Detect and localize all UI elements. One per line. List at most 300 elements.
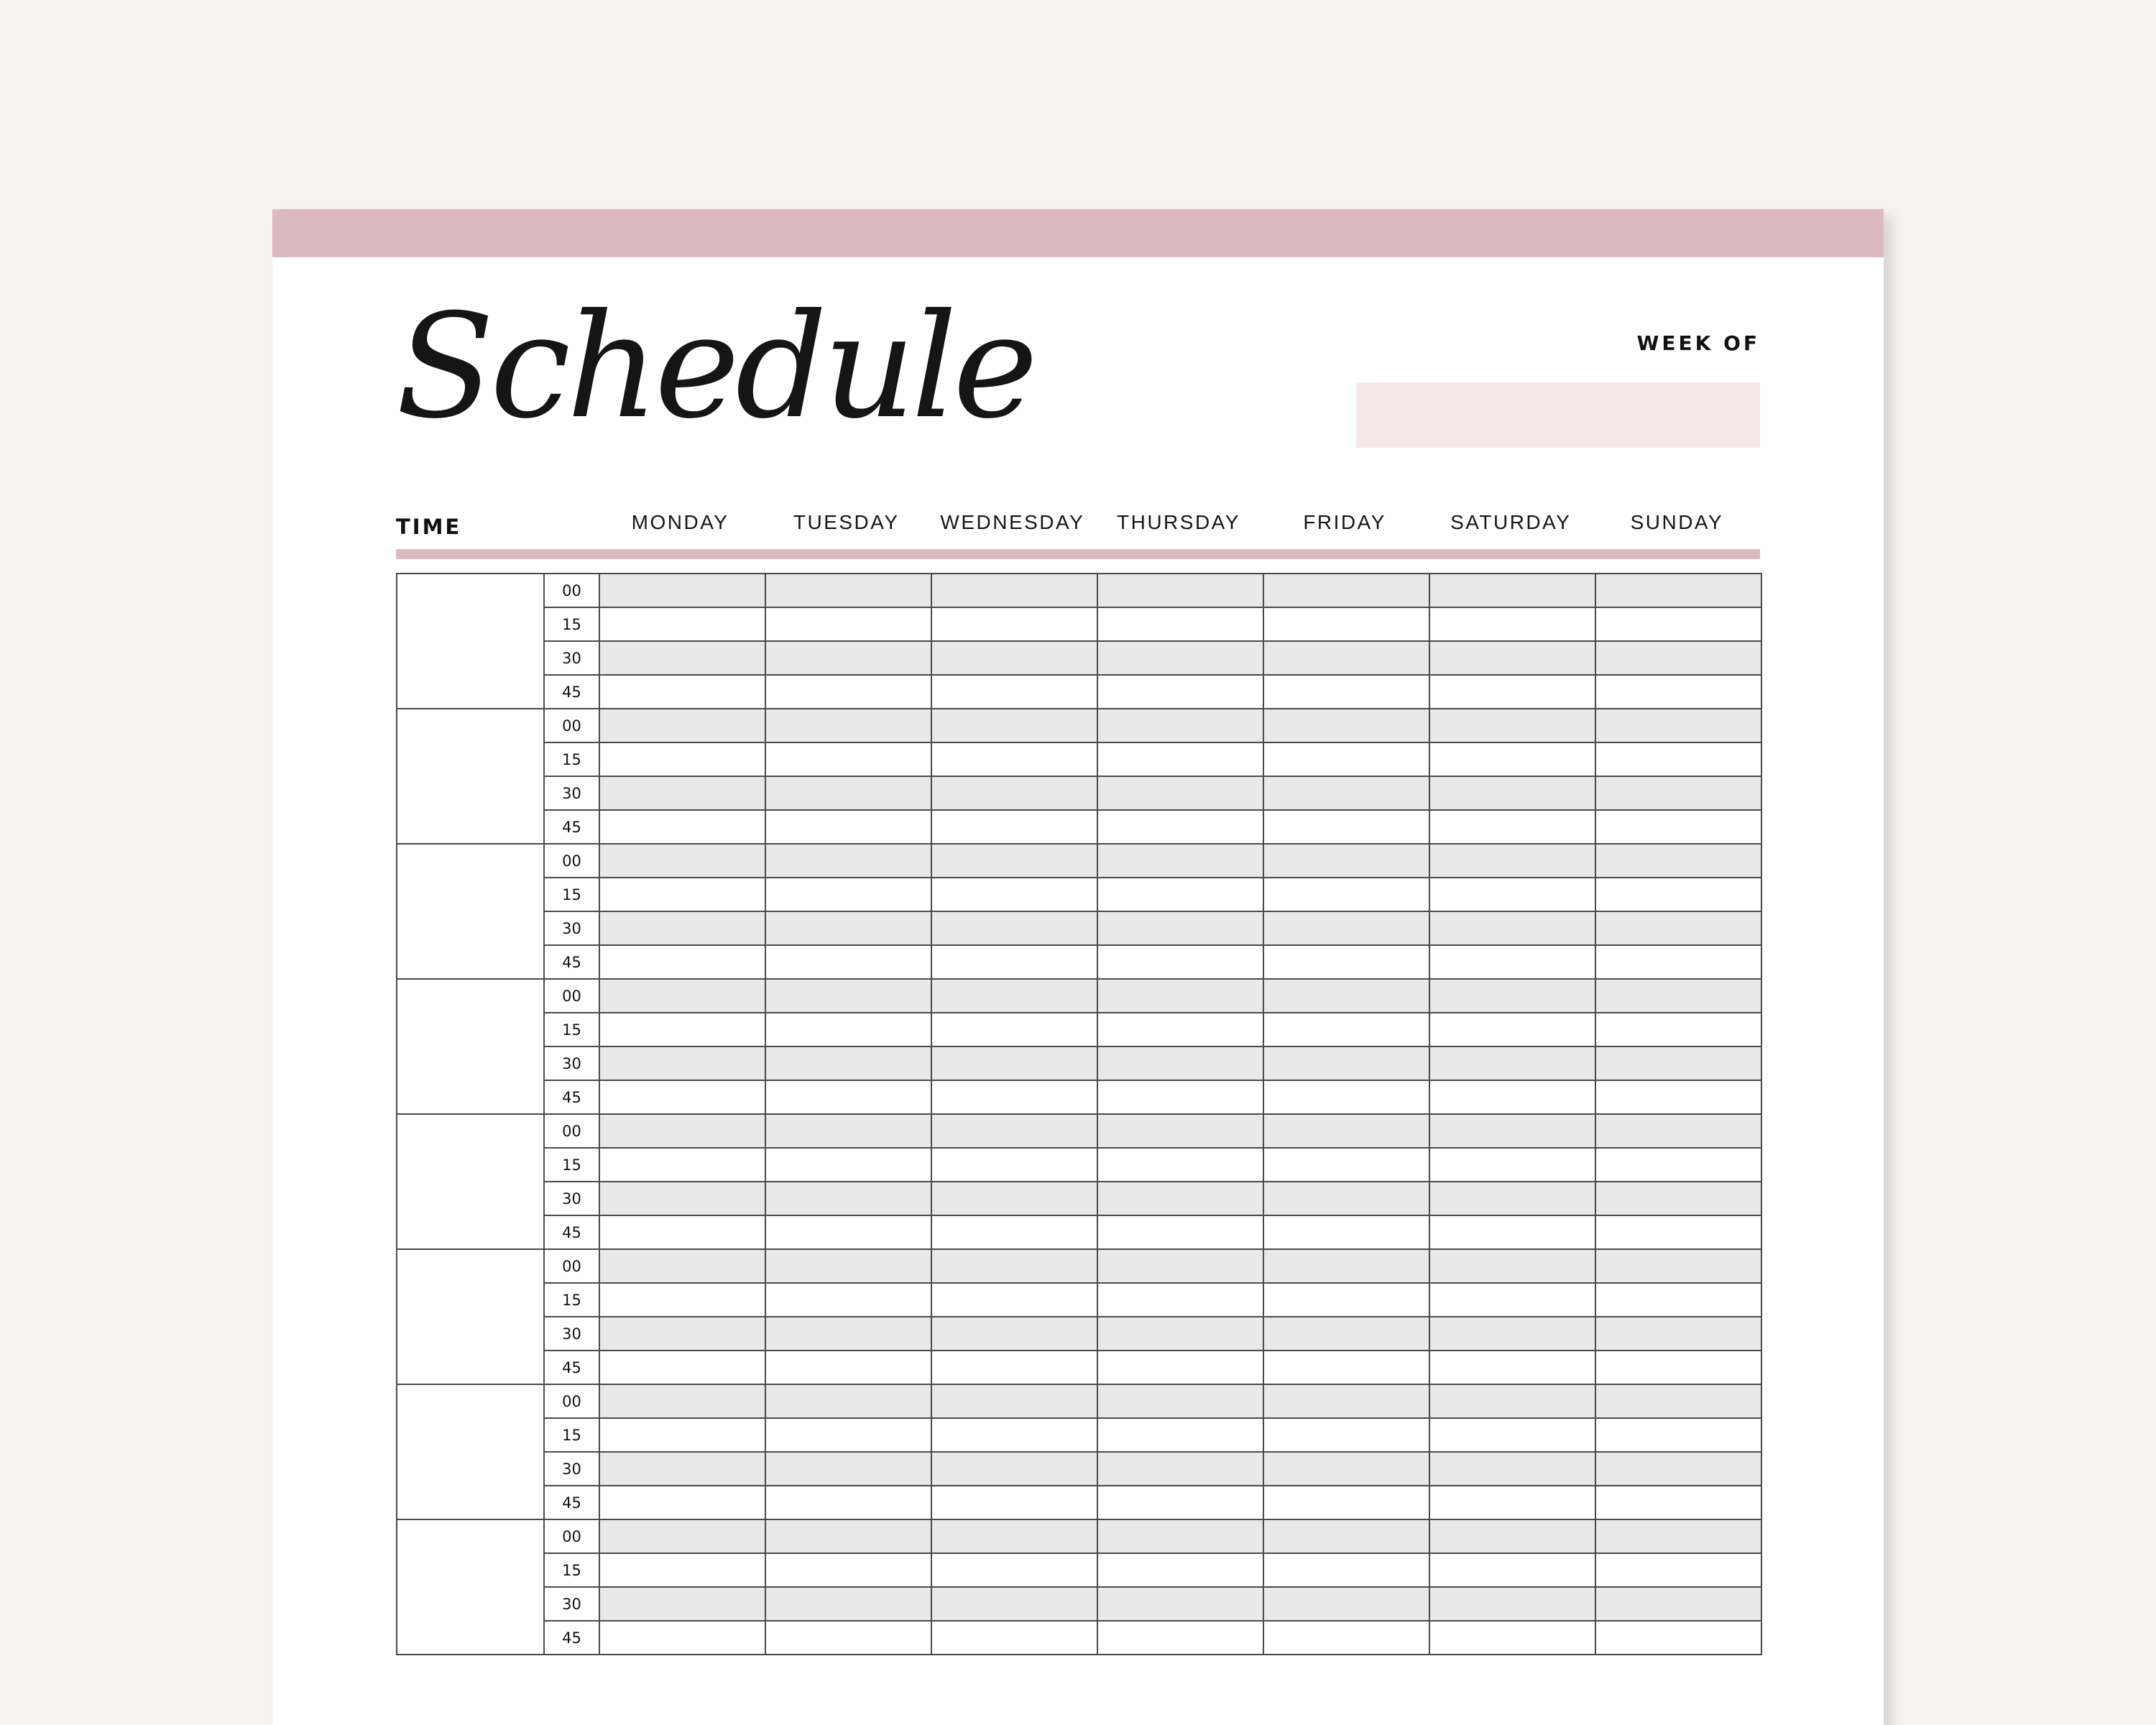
slot-thursday[interactable] — [1097, 1621, 1263, 1655]
slot-sunday[interactable] — [1595, 574, 1761, 607]
time-slot-row — [397, 1587, 1761, 1621]
slot-wednesday[interactable] — [931, 641, 1097, 675]
slot-friday[interactable] — [1263, 1553, 1429, 1587]
slot-friday[interactable] — [1263, 1486, 1429, 1519]
slot-saturday[interactable] — [1429, 945, 1595, 979]
week-of-input[interactable] — [1356, 382, 1760, 448]
slot-saturday[interactable] — [1429, 776, 1595, 810]
slot-wednesday[interactable] — [931, 776, 1097, 810]
time-slot-row — [397, 742, 1761, 776]
slot-sunday[interactable] — [1595, 1182, 1761, 1215]
slot-friday[interactable] — [1263, 641, 1429, 675]
minute-label: 30 — [544, 641, 599, 675]
slot-wednesday[interactable] — [931, 1351, 1097, 1384]
slot-saturday[interactable] — [1429, 607, 1595, 641]
time-slot-row — [397, 979, 1761, 1013]
time-slot-row — [397, 844, 1761, 878]
slot-wednesday[interactable] — [931, 1013, 1097, 1046]
slot-saturday[interactable] — [1429, 1486, 1595, 1519]
slot-thursday[interactable] — [1097, 1182, 1263, 1215]
slot-friday[interactable] — [1263, 607, 1429, 641]
slot-tuesday[interactable] — [765, 1148, 931, 1182]
slot-thursday[interactable] — [1097, 979, 1263, 1013]
slot-tuesday[interactable] — [765, 1351, 931, 1384]
time-column-header: TIME — [396, 515, 462, 539]
slot-thursday[interactable] — [1097, 1283, 1263, 1317]
slot-saturday[interactable] — [1429, 911, 1595, 945]
slot-wednesday[interactable] — [931, 1587, 1097, 1621]
minute-label: 00 — [544, 979, 599, 1013]
slot-friday[interactable] — [1263, 945, 1429, 979]
slot-thursday[interactable] — [1097, 776, 1263, 810]
slot-friday[interactable] — [1263, 1418, 1429, 1452]
time-slot-row — [397, 1317, 1761, 1351]
time-slot-row — [397, 1080, 1761, 1114]
slot-thursday[interactable] — [1097, 945, 1263, 979]
slot-tuesday[interactable] — [765, 979, 931, 1013]
slot-tuesday[interactable] — [765, 1486, 931, 1519]
page-title: Schedule — [396, 283, 1034, 451]
slot-sunday[interactable] — [1595, 1249, 1761, 1283]
slot-thursday[interactable] — [1097, 1249, 1263, 1283]
slot-saturday[interactable] — [1429, 1182, 1595, 1215]
slot-thursday[interactable] — [1097, 1013, 1263, 1046]
slot-thursday[interactable] — [1097, 1114, 1263, 1148]
schedule-grid — [396, 573, 1760, 1725]
slot-saturday[interactable] — [1429, 1148, 1595, 1182]
week-of-label: WEEK OF — [1636, 331, 1760, 355]
slot-monday[interactable] — [599, 810, 765, 844]
slot-saturday[interactable] — [1429, 1519, 1595, 1553]
minute-label: 15 — [544, 1013, 599, 1046]
slot-wednesday[interactable] — [931, 1486, 1097, 1519]
slot-sunday[interactable] — [1595, 911, 1761, 945]
slot-wednesday[interactable] — [931, 1080, 1097, 1114]
slot-sunday[interactable] — [1595, 675, 1761, 709]
hour-cell[interactable] — [397, 1249, 544, 1384]
time-slot-row — [397, 1452, 1761, 1486]
slot-monday[interactable] — [599, 1418, 765, 1452]
slot-wednesday[interactable] — [931, 1046, 1097, 1080]
slot-sunday[interactable] — [1595, 1114, 1761, 1148]
slot-friday[interactable] — [1263, 1384, 1429, 1418]
time-slot-row — [397, 1215, 1761, 1249]
slot-tuesday[interactable] — [765, 911, 931, 945]
slot-sunday[interactable] — [1595, 844, 1761, 878]
minute-label: 45 — [544, 810, 599, 844]
slot-tuesday[interactable] — [765, 810, 931, 844]
slot-tuesday[interactable] — [765, 1384, 931, 1418]
slot-thursday[interactable] — [1097, 1080, 1263, 1114]
slot-friday[interactable] — [1263, 574, 1429, 607]
slot-sunday[interactable] — [1595, 1215, 1761, 1249]
minute-label: 30 — [544, 1317, 599, 1351]
slot-friday[interactable] — [1263, 1114, 1429, 1148]
slot-thursday[interactable] — [1097, 1418, 1263, 1452]
hour-cell[interactable] — [397, 979, 544, 1114]
minute-label: 00 — [544, 1249, 599, 1283]
slot-sunday[interactable] — [1595, 1148, 1761, 1182]
slot-wednesday[interactable] — [931, 1418, 1097, 1452]
slot-friday[interactable] — [1263, 742, 1429, 776]
slot-friday[interactable] — [1263, 911, 1429, 945]
day-header-tuesday: TUESDAY — [793, 511, 900, 533]
slot-wednesday[interactable] — [931, 742, 1097, 776]
slot-tuesday[interactable] — [765, 709, 931, 742]
time-slot-row — [397, 1384, 1761, 1418]
slot-sunday[interactable] — [1595, 1351, 1761, 1384]
slot-monday[interactable] — [599, 607, 765, 641]
slot-sunday[interactable] — [1595, 1452, 1761, 1486]
minute-label: 45 — [544, 1486, 599, 1519]
slot-wednesday[interactable] — [931, 979, 1097, 1013]
slot-thursday[interactable] — [1097, 878, 1263, 911]
minute-label: 15 — [544, 607, 599, 641]
slot-monday[interactable] — [599, 1283, 765, 1317]
hour-cell[interactable] — [397, 1114, 544, 1249]
slot-monday[interactable] — [599, 776, 765, 810]
slot-sunday[interactable] — [1595, 1080, 1761, 1114]
slot-tuesday[interactable] — [765, 1621, 931, 1655]
slot-friday[interactable] — [1263, 878, 1429, 911]
slot-saturday[interactable] — [1429, 1621, 1595, 1655]
slot-friday[interactable] — [1263, 1587, 1429, 1621]
slot-thursday[interactable] — [1097, 607, 1263, 641]
time-slot-row — [397, 574, 1761, 607]
slot-wednesday[interactable] — [931, 675, 1097, 709]
slot-sunday[interactable] — [1595, 945, 1761, 979]
minute-label: 15 — [544, 1418, 599, 1452]
slot-saturday[interactable] — [1429, 844, 1595, 878]
minute-label: 45 — [544, 945, 599, 979]
slot-monday[interactable] — [599, 1080, 765, 1114]
slot-tuesday[interactable] — [765, 844, 931, 878]
slot-thursday[interactable] — [1097, 641, 1263, 675]
slot-monday[interactable] — [599, 1182, 765, 1215]
slot-saturday[interactable] — [1429, 1046, 1595, 1080]
slot-tuesday[interactable] — [765, 675, 931, 709]
slot-friday[interactable] — [1263, 1351, 1429, 1384]
time-slot-row — [397, 878, 1761, 911]
slot-friday[interactable] — [1263, 675, 1429, 709]
slot-monday[interactable] — [599, 844, 765, 878]
slot-thursday[interactable] — [1097, 742, 1263, 776]
minute-label: 00 — [544, 1519, 599, 1553]
hour-cell[interactable] — [397, 574, 544, 709]
slot-friday[interactable] — [1263, 844, 1429, 878]
minute-label: 30 — [544, 1182, 599, 1215]
slot-sunday[interactable] — [1595, 742, 1761, 776]
hour-cell[interactable] — [397, 709, 544, 844]
slot-friday[interactable] — [1263, 776, 1429, 810]
slot-monday[interactable] — [599, 1013, 765, 1046]
slot-tuesday[interactable] — [765, 742, 931, 776]
minute-label: 30 — [544, 911, 599, 945]
minute-label: 15 — [544, 1553, 599, 1587]
slot-saturday[interactable] — [1429, 1317, 1595, 1351]
minute-label: 30 — [544, 776, 599, 810]
time-slot-row — [397, 709, 1761, 742]
slot-saturday[interactable] — [1429, 742, 1595, 776]
slot-tuesday[interactable] — [765, 1317, 931, 1351]
slot-monday[interactable] — [599, 1114, 765, 1148]
slot-thursday[interactable] — [1097, 1384, 1263, 1418]
slot-saturday[interactable] — [1429, 979, 1595, 1013]
slot-thursday[interactable] — [1097, 1519, 1263, 1553]
slot-saturday[interactable] — [1429, 1080, 1595, 1114]
slot-sunday[interactable] — [1595, 607, 1761, 641]
slot-monday[interactable] — [599, 1215, 765, 1249]
slot-friday[interactable] — [1263, 1148, 1429, 1182]
slot-sunday[interactable] — [1595, 1553, 1761, 1587]
slot-friday[interactable] — [1263, 1317, 1429, 1351]
slot-monday[interactable] — [599, 1249, 765, 1283]
slot-wednesday[interactable] — [931, 1114, 1097, 1148]
slot-thursday[interactable] — [1097, 1351, 1263, 1384]
slot-tuesday[interactable] — [765, 1553, 931, 1587]
top-accent-band — [272, 209, 1884, 257]
slot-thursday[interactable] — [1097, 1148, 1263, 1182]
slot-tuesday[interactable] — [765, 1587, 931, 1621]
slot-saturday[interactable] — [1429, 1418, 1595, 1452]
slot-sunday[interactable] — [1595, 1486, 1761, 1519]
slot-friday[interactable] — [1263, 1013, 1429, 1046]
slot-monday[interactable] — [599, 1384, 765, 1418]
time-slot-row — [397, 1418, 1761, 1452]
slot-sunday[interactable] — [1595, 979, 1761, 1013]
slot-wednesday[interactable] — [931, 1452, 1097, 1486]
slot-thursday[interactable] — [1097, 1317, 1263, 1351]
minute-label: 15 — [544, 878, 599, 911]
time-slot-row — [397, 1486, 1761, 1519]
slot-friday[interactable] — [1263, 1046, 1429, 1080]
slot-monday[interactable] — [599, 1587, 765, 1621]
slot-thursday[interactable] — [1097, 1452, 1263, 1486]
hour-cell[interactable] — [397, 844, 544, 979]
slot-saturday[interactable] — [1429, 675, 1595, 709]
slot-saturday[interactable] — [1429, 1114, 1595, 1148]
slot-wednesday[interactable] — [931, 810, 1097, 844]
slot-sunday[interactable] — [1595, 776, 1761, 810]
time-slot-row — [397, 1148, 1761, 1182]
time-slot-row — [397, 945, 1761, 979]
header-divider — [396, 549, 1760, 559]
slot-sunday[interactable] — [1595, 1283, 1761, 1317]
slot-sunday[interactable] — [1595, 1418, 1761, 1452]
slot-monday[interactable] — [599, 1351, 765, 1384]
day-headers — [597, 508, 1760, 537]
slot-tuesday[interactable] — [765, 1452, 931, 1486]
slot-tuesday[interactable] — [765, 878, 931, 911]
slot-tuesday[interactable] — [765, 574, 931, 607]
slot-saturday[interactable] — [1429, 1553, 1595, 1587]
minute-label: 45 — [544, 1215, 599, 1249]
slot-thursday[interactable] — [1097, 911, 1263, 945]
hour-cell[interactable] — [397, 1519, 544, 1655]
slot-saturday[interactable] — [1429, 1587, 1595, 1621]
slot-monday[interactable] — [599, 911, 765, 945]
slot-sunday[interactable] — [1595, 1046, 1761, 1080]
slot-sunday[interactable] — [1595, 709, 1761, 742]
slot-saturday[interactable] — [1429, 1013, 1595, 1046]
slot-friday[interactable] — [1263, 1452, 1429, 1486]
slot-friday[interactable] — [1263, 1080, 1429, 1114]
minute-label: 00 — [544, 709, 599, 742]
day-header-wednesday: WEDNESDAY — [940, 511, 1085, 533]
slot-sunday[interactable] — [1595, 810, 1761, 844]
minute-label: 30 — [544, 1046, 599, 1080]
slot-friday[interactable] — [1263, 1283, 1429, 1317]
slot-monday[interactable] — [599, 878, 765, 911]
slot-saturday[interactable] — [1429, 1384, 1595, 1418]
slot-wednesday[interactable] — [931, 1182, 1097, 1215]
time-slot-row — [397, 1621, 1761, 1655]
slot-friday[interactable] — [1263, 1249, 1429, 1283]
time-slot-row — [397, 1249, 1761, 1283]
slot-wednesday[interactable] — [931, 709, 1097, 742]
slot-thursday[interactable] — [1097, 1046, 1263, 1080]
slot-monday[interactable] — [599, 945, 765, 979]
slot-saturday[interactable] — [1429, 1452, 1595, 1486]
minute-label: 00 — [544, 844, 599, 878]
slot-tuesday[interactable] — [765, 1046, 931, 1080]
slot-wednesday[interactable] — [931, 1519, 1097, 1553]
day-header-monday: MONDAY — [631, 511, 729, 533]
slot-monday[interactable] — [599, 1046, 765, 1080]
slot-monday[interactable] — [599, 709, 765, 742]
slot-monday[interactable] — [599, 1486, 765, 1519]
slot-wednesday[interactable] — [931, 574, 1097, 607]
slot-thursday[interactable] — [1097, 574, 1263, 607]
minute-label: 15 — [544, 1283, 599, 1317]
slot-friday[interactable] — [1263, 1621, 1429, 1655]
slot-tuesday[interactable] — [765, 1283, 931, 1317]
slot-monday[interactable] — [599, 979, 765, 1013]
time-slot-row — [397, 1114, 1761, 1148]
slot-monday[interactable] — [599, 1148, 765, 1182]
slot-wednesday[interactable] — [931, 844, 1097, 878]
slot-saturday[interactable] — [1429, 641, 1595, 675]
slot-thursday[interactable] — [1097, 675, 1263, 709]
minute-label: 30 — [544, 1452, 599, 1486]
slot-saturday[interactable] — [1429, 1283, 1595, 1317]
slot-sunday[interactable] — [1595, 878, 1761, 911]
slot-tuesday[interactable] — [765, 1182, 931, 1215]
slot-monday[interactable] — [599, 1317, 765, 1351]
slot-sunday[interactable] — [1595, 641, 1761, 675]
slot-wednesday[interactable] — [931, 1148, 1097, 1182]
slot-wednesday[interactable] — [931, 607, 1097, 641]
slot-tuesday[interactable] — [765, 641, 931, 675]
slot-sunday[interactable] — [1595, 1317, 1761, 1351]
slot-tuesday[interactable] — [765, 1249, 931, 1283]
time-slot-row — [397, 776, 1761, 810]
time-slot-row — [397, 911, 1761, 945]
slot-monday[interactable] — [599, 1452, 765, 1486]
slot-sunday[interactable] — [1595, 1519, 1761, 1553]
slot-monday[interactable] — [599, 675, 765, 709]
slot-wednesday[interactable] — [931, 1283, 1097, 1317]
time-slot-row — [397, 641, 1761, 675]
time-slot-row — [397, 1046, 1761, 1080]
slot-thursday[interactable] — [1097, 844, 1263, 878]
slot-saturday[interactable] — [1429, 709, 1595, 742]
slot-saturday[interactable] — [1429, 810, 1595, 844]
slot-monday[interactable] — [599, 574, 765, 607]
slot-wednesday[interactable] — [931, 1317, 1097, 1351]
time-slot-row — [397, 675, 1761, 709]
slot-wednesday[interactable] — [931, 1215, 1097, 1249]
slot-thursday[interactable] — [1097, 1587, 1263, 1621]
slot-wednesday[interactable] — [931, 945, 1097, 979]
slot-thursday[interactable] — [1097, 1486, 1263, 1519]
slot-saturday[interactable] — [1429, 1215, 1595, 1249]
slot-monday[interactable] — [599, 1519, 765, 1553]
slot-sunday[interactable] — [1595, 1621, 1761, 1655]
slot-thursday[interactable] — [1097, 1215, 1263, 1249]
minute-label: 45 — [544, 1351, 599, 1384]
slot-saturday[interactable] — [1429, 1249, 1595, 1283]
slot-thursday[interactable] — [1097, 810, 1263, 844]
slot-tuesday[interactable] — [765, 945, 931, 979]
day-header-friday: FRIDAY — [1303, 511, 1386, 533]
minute-label: 00 — [544, 1114, 599, 1148]
slot-friday[interactable] — [1263, 1215, 1429, 1249]
slot-tuesday[interactable] — [765, 1114, 931, 1148]
slot-sunday[interactable] — [1595, 1013, 1761, 1046]
slot-friday[interactable] — [1263, 709, 1429, 742]
slot-monday[interactable] — [599, 1621, 765, 1655]
slot-thursday[interactable] — [1097, 709, 1263, 742]
slot-monday[interactable] — [599, 742, 765, 776]
slot-wednesday[interactable] — [931, 878, 1097, 911]
minute-label: 45 — [544, 1080, 599, 1114]
slot-tuesday[interactable] — [765, 1418, 931, 1452]
slot-tuesday[interactable] — [765, 1013, 931, 1046]
slot-friday[interactable] — [1263, 979, 1429, 1013]
slot-sunday[interactable] — [1595, 1587, 1761, 1621]
time-slot-row — [397, 1283, 1761, 1317]
minute-label: 45 — [544, 1621, 599, 1655]
slot-tuesday[interactable] — [765, 607, 931, 641]
slot-friday[interactable] — [1263, 810, 1429, 844]
slot-wednesday[interactable] — [931, 1384, 1097, 1418]
slot-saturday[interactable] — [1429, 574, 1595, 607]
slot-wednesday[interactable] — [931, 1621, 1097, 1655]
hour-cell[interactable] — [397, 1384, 544, 1519]
slot-wednesday[interactable] — [931, 1249, 1097, 1283]
slot-saturday[interactable] — [1429, 1351, 1595, 1384]
slot-tuesday[interactable] — [765, 1519, 931, 1553]
slot-wednesday[interactable] — [931, 911, 1097, 945]
time-slot-row — [397, 607, 1761, 641]
slot-sunday[interactable] — [1595, 1384, 1761, 1418]
slot-tuesday[interactable] — [765, 1080, 931, 1114]
schedule-table — [396, 573, 1762, 1655]
slot-tuesday[interactable] — [765, 776, 931, 810]
slot-monday[interactable] — [599, 641, 765, 675]
minute-label: 00 — [544, 574, 599, 607]
slot-friday[interactable] — [1263, 1182, 1429, 1215]
slot-saturday[interactable] — [1429, 878, 1595, 911]
slot-wednesday[interactable] — [931, 1553, 1097, 1587]
minute-label: 00 — [544, 1384, 599, 1418]
slot-monday[interactable] — [599, 1553, 765, 1587]
slot-tuesday[interactable] — [765, 1215, 931, 1249]
minute-label: 45 — [544, 675, 599, 709]
slot-thursday[interactable] — [1097, 1553, 1263, 1587]
slot-friday[interactable] — [1263, 1519, 1429, 1553]
